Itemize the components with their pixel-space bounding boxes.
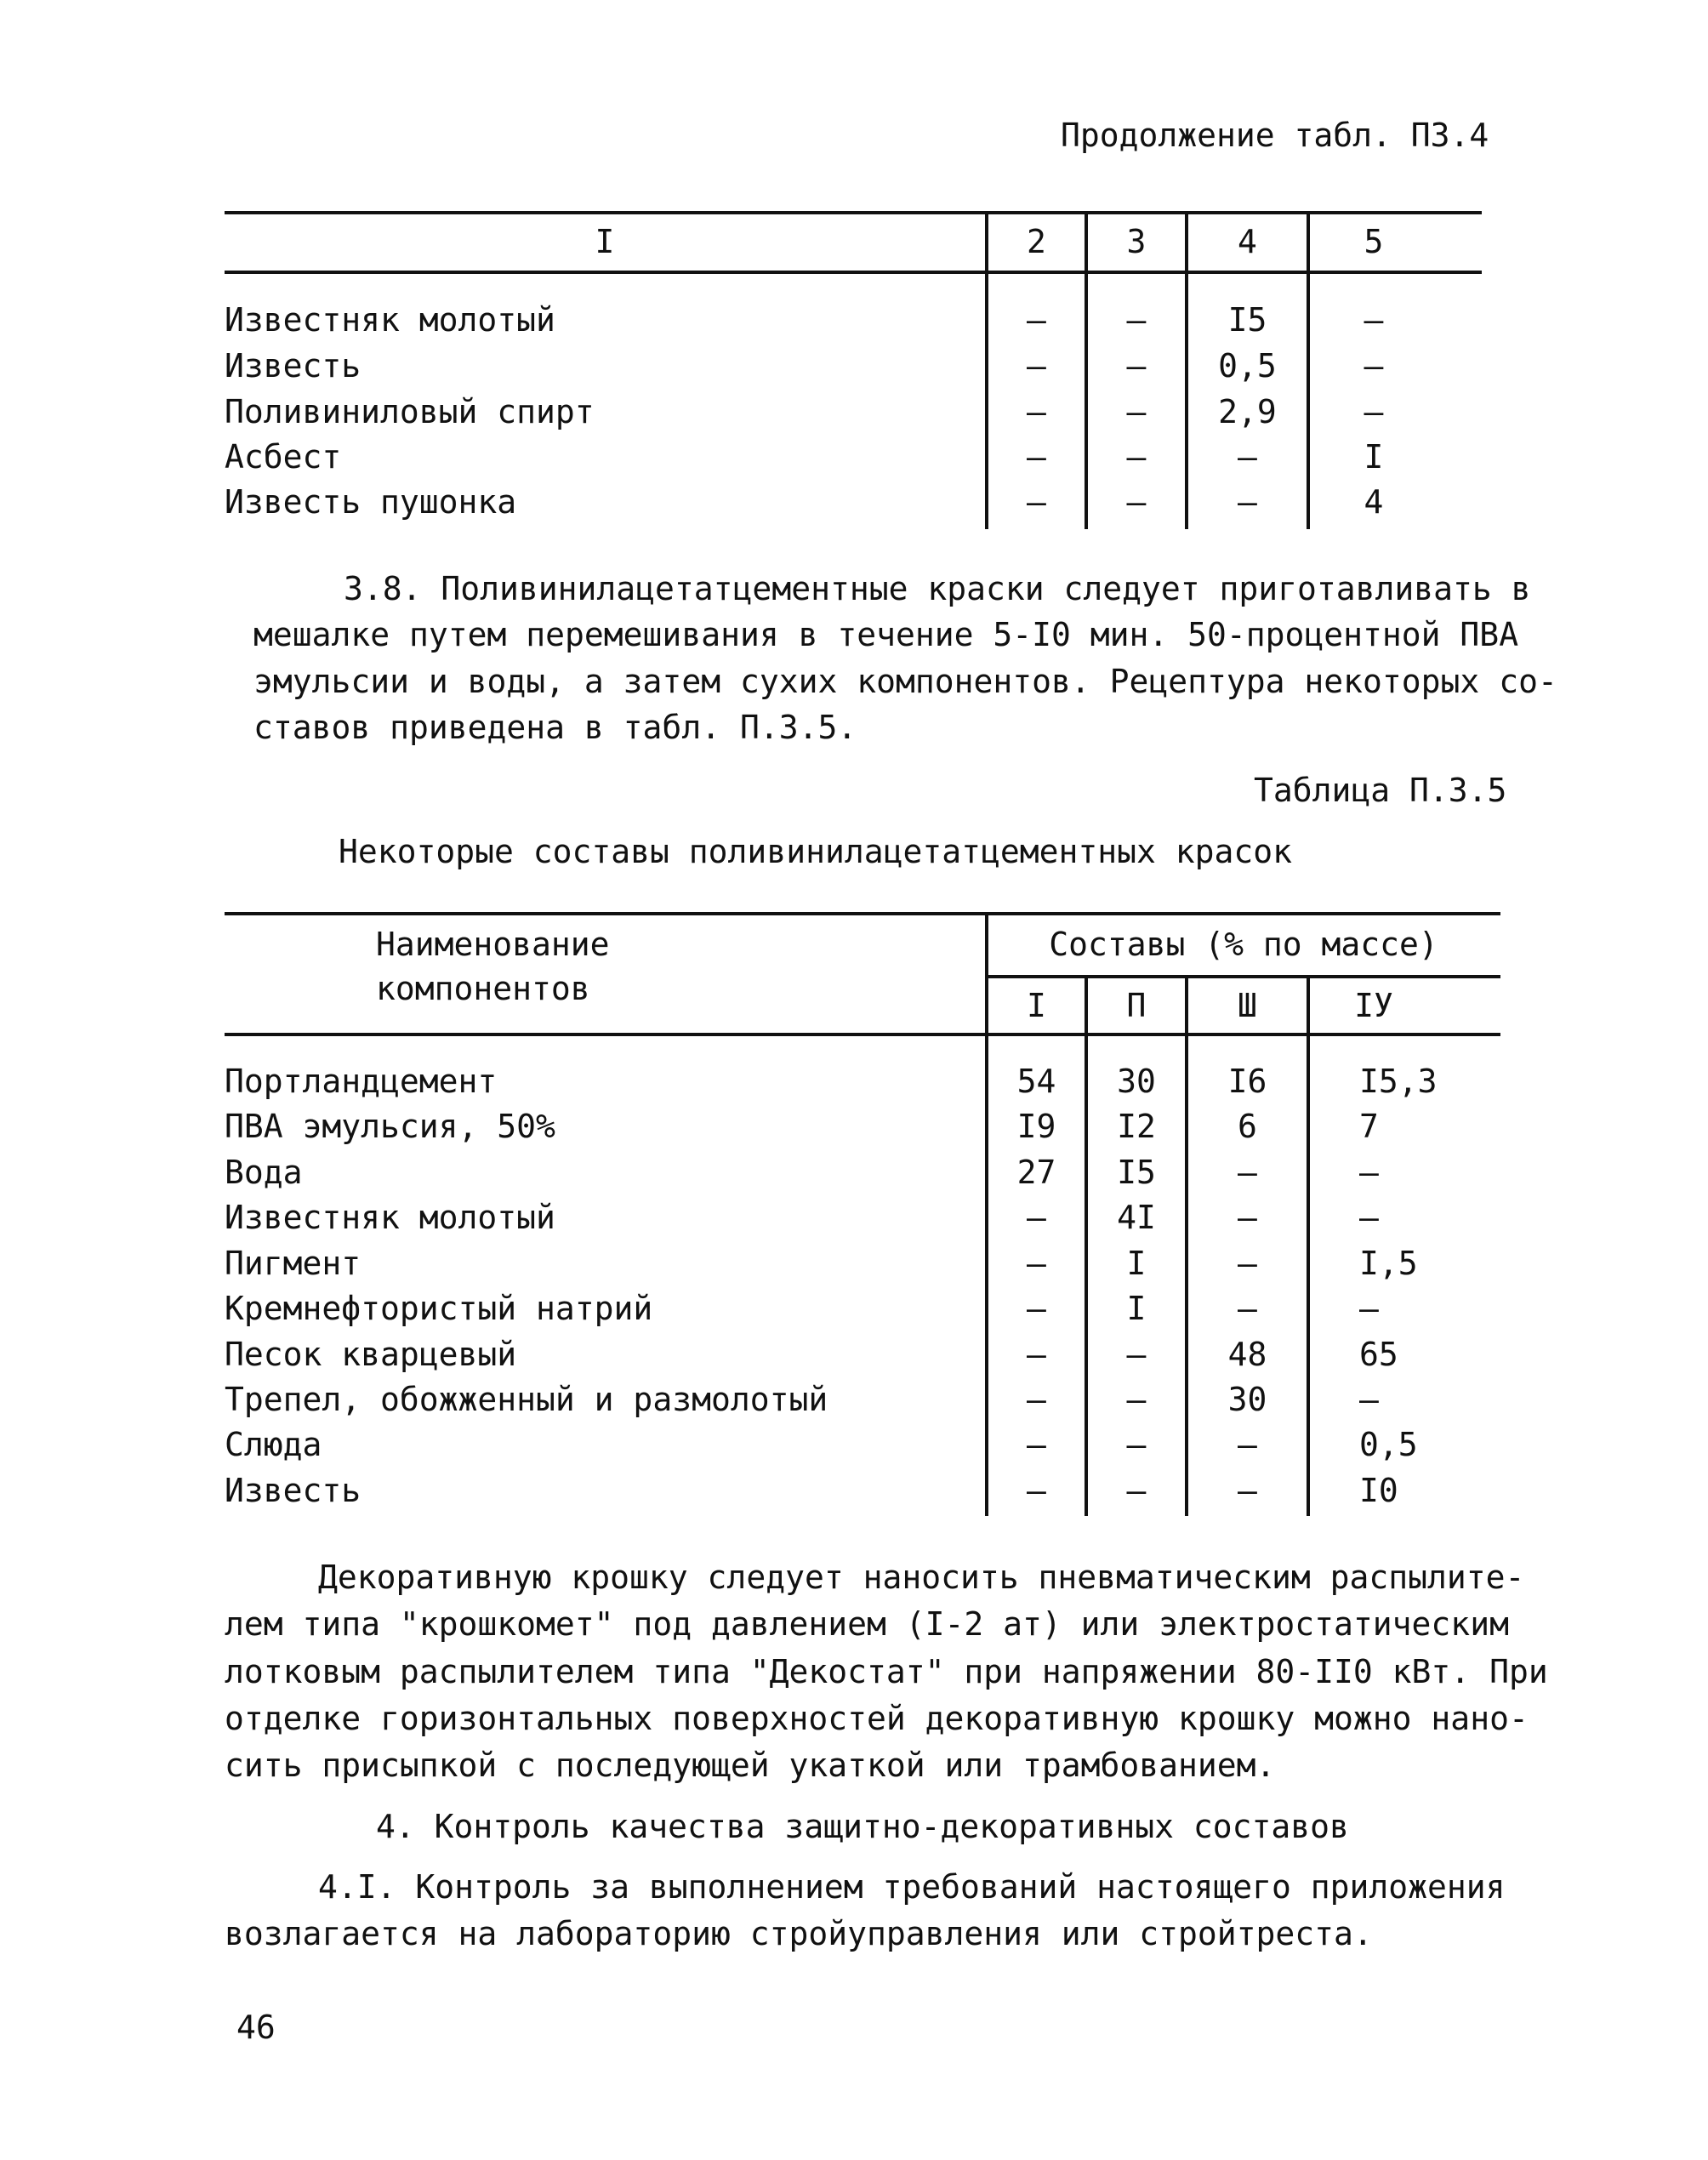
table2-cell: – bbox=[1359, 1290, 1379, 1327]
table1-cell: – bbox=[1364, 347, 1384, 385]
table2-cell: – bbox=[1027, 1199, 1046, 1236]
table2-cell: – bbox=[1359, 1381, 1379, 1418]
table2-cell: 54 bbox=[1016, 1063, 1056, 1100]
section-4-heading: 4. Контроль качества защитно-декоративных составов bbox=[376, 1808, 1349, 1845]
table1-header-rule bbox=[225, 271, 1482, 274]
table1-cell: – bbox=[1027, 438, 1046, 476]
table2-cell: – bbox=[1359, 1154, 1379, 1191]
table1-cell: – bbox=[1027, 301, 1046, 339]
para-decor-line: отделке горизонтальных поверхностей декоративную крошку можно нано- bbox=[225, 1700, 1529, 1737]
table1-header-cell: 4 bbox=[1238, 223, 1257, 260]
table1-header-cell: I bbox=[595, 223, 615, 260]
table2-cell: 30 bbox=[1117, 1063, 1156, 1100]
para-decor-line: Декоративную крошку следует наносить пневматическим распылите- bbox=[318, 1559, 1525, 1596]
para-4-1-line: возлагается на лабораторию стройуправления или стройтреста. bbox=[225, 1915, 1373, 1952]
para-3-8-line: ставов приведена в табл. П.3.5. bbox=[253, 709, 857, 746]
table2-cell: 0,5 bbox=[1359, 1426, 1418, 1463]
table1-cell: – bbox=[1027, 393, 1046, 430]
table2-col-header: IУ bbox=[1354, 987, 1393, 1024]
table1-cell: I bbox=[1364, 438, 1384, 476]
table2-row-name: Известь bbox=[225, 1472, 362, 1509]
table2-col-header: П bbox=[1126, 987, 1147, 1024]
table2-row-name: Песок кварцевый bbox=[225, 1336, 517, 1373]
table1-row-name: Поливиниловый спирт bbox=[225, 393, 595, 430]
table2-cell: – bbox=[1238, 1290, 1257, 1327]
table1-header-cell: 3 bbox=[1126, 223, 1147, 260]
table2-row-name: Портландцемент bbox=[225, 1063, 498, 1100]
table2-row-name: Вода bbox=[225, 1154, 303, 1191]
table2-cell: I bbox=[1126, 1245, 1147, 1282]
table2-cell: – bbox=[1126, 1381, 1147, 1418]
table1-cell: – bbox=[1027, 483, 1046, 521]
table2-cell: – bbox=[1359, 1199, 1379, 1236]
table2-cell: I2 bbox=[1117, 1108, 1156, 1145]
table2-group-header: Составы (% по массе) bbox=[1049, 926, 1438, 963]
table2-title: Некоторые составы поливинилацетатцементных красок bbox=[339, 833, 1293, 870]
table1-cell: – bbox=[1027, 347, 1046, 385]
table2-label: Таблица П.3.5 bbox=[1254, 772, 1507, 809]
table2-cell: I9 bbox=[1016, 1108, 1056, 1145]
table2-name-header: Наименование bbox=[376, 926, 610, 963]
table1-cell: – bbox=[1364, 301, 1384, 339]
table2-col-divider bbox=[1307, 977, 1310, 1516]
table2-cell: I0 bbox=[1359, 1472, 1398, 1509]
table2-col-header: I bbox=[1027, 987, 1046, 1024]
table1-cell: – bbox=[1126, 393, 1147, 430]
table1-header-cell: 2 bbox=[1027, 223, 1046, 260]
table1-row-name: Известь bbox=[225, 347, 362, 385]
table2-cell: – bbox=[1027, 1245, 1046, 1282]
page-number: 46 bbox=[236, 2009, 276, 2046]
table2-cell: I6 bbox=[1227, 1063, 1267, 1100]
table2-cell: – bbox=[1238, 1245, 1257, 1282]
table1-row-name: Известняк молотый bbox=[225, 301, 555, 339]
table1-cell: – bbox=[1126, 301, 1147, 339]
table1-cell: – bbox=[1126, 438, 1147, 476]
table2-group-rule bbox=[985, 975, 1500, 978]
table2-cell: 6 bbox=[1238, 1108, 1257, 1145]
table1-cell: I5 bbox=[1227, 301, 1267, 339]
table2-row-name: Кремнефтористый натрий bbox=[225, 1290, 653, 1327]
table2-cell: I5,3 bbox=[1359, 1063, 1438, 1100]
table2-cell: – bbox=[1027, 1290, 1046, 1327]
table2-cell: – bbox=[1238, 1472, 1257, 1509]
table1-row-name: Асбест bbox=[225, 438, 342, 476]
table1-cell: – bbox=[1126, 347, 1147, 385]
table2-cell: – bbox=[1027, 1472, 1046, 1509]
table2-row-name: ПВА эмульсия, 50% bbox=[225, 1108, 555, 1145]
table2-cell: – bbox=[1027, 1381, 1046, 1418]
para-decor-line: лотковым распылителем типа "Декостат" при напряжении 80-II0 кВт. При bbox=[225, 1653, 1548, 1690]
para-decor-line: лем типа "крошкомет" под давлением (I-2 ат) или электростатическим bbox=[225, 1605, 1509, 1643]
table2-cell: I,5 bbox=[1359, 1245, 1418, 1282]
table2-cell: I bbox=[1126, 1290, 1147, 1327]
table2-cell: 7 bbox=[1359, 1108, 1379, 1145]
table2-cell: – bbox=[1238, 1426, 1257, 1463]
table2-cell: – bbox=[1238, 1154, 1257, 1191]
table1-cell: – bbox=[1364, 393, 1384, 430]
table2-cell: – bbox=[1238, 1199, 1257, 1236]
table2-row-name: Известняк молотый bbox=[225, 1199, 555, 1236]
table2-cell: I5 bbox=[1117, 1154, 1156, 1191]
table1-cell: 2,9 bbox=[1218, 393, 1277, 430]
table2-row-name: Слюда bbox=[225, 1426, 322, 1463]
continuation-label: Продолжение табл. П3.4 bbox=[1061, 117, 1489, 154]
table2-cell: – bbox=[1126, 1426, 1147, 1463]
para-3-8-line: эмульсии и воды, а затем сухих компонентов. Рецептура некоторых со- bbox=[253, 663, 1557, 700]
table2-cell: – bbox=[1027, 1426, 1046, 1463]
table2-row-name: Пигмент bbox=[225, 1245, 362, 1282]
table1-row-name: Известь пушонка bbox=[225, 483, 517, 521]
table2-cell: 27 bbox=[1016, 1154, 1056, 1191]
para-3-8-line: мешалке путем перемешивания в течение 5-I0 мин. 50-процентной ПВА bbox=[253, 616, 1519, 653]
table2-top-rule bbox=[225, 912, 1500, 915]
table1-cell: – bbox=[1238, 438, 1257, 476]
para-3-8-line: 3.8. Поливинилацетатцементные краски следует приготавливать в bbox=[344, 570, 1531, 607]
table2-cell: – bbox=[1027, 1336, 1046, 1373]
table2-cell: 30 bbox=[1227, 1381, 1267, 1418]
table2-name-header: компонентов bbox=[376, 970, 590, 1007]
table2-cell: – bbox=[1126, 1336, 1147, 1373]
table1-cell: 0,5 bbox=[1218, 347, 1277, 385]
table2-col-header: Ш bbox=[1238, 987, 1257, 1024]
table2-cell: 4I bbox=[1117, 1199, 1156, 1236]
table1-header-cell: 5 bbox=[1364, 223, 1384, 260]
para-4-1-line: 4.I. Контроль за выполнением требований настоящего приложения bbox=[318, 1868, 1506, 1906]
table2-row-name: Трепел, обожженный и размолотый bbox=[225, 1381, 828, 1418]
table2-cell: 65 bbox=[1359, 1336, 1398, 1373]
para-decor-line: сить присыпкой с последующей укаткой или трамбованием. bbox=[225, 1747, 1276, 1784]
table1-cell: – bbox=[1126, 483, 1147, 521]
table1-cell: – bbox=[1238, 483, 1257, 521]
table2-cell: 48 bbox=[1227, 1336, 1267, 1373]
table1-cell: 4 bbox=[1364, 483, 1384, 521]
table2-cell: – bbox=[1126, 1472, 1147, 1509]
table1-top-rule bbox=[225, 211, 1482, 214]
